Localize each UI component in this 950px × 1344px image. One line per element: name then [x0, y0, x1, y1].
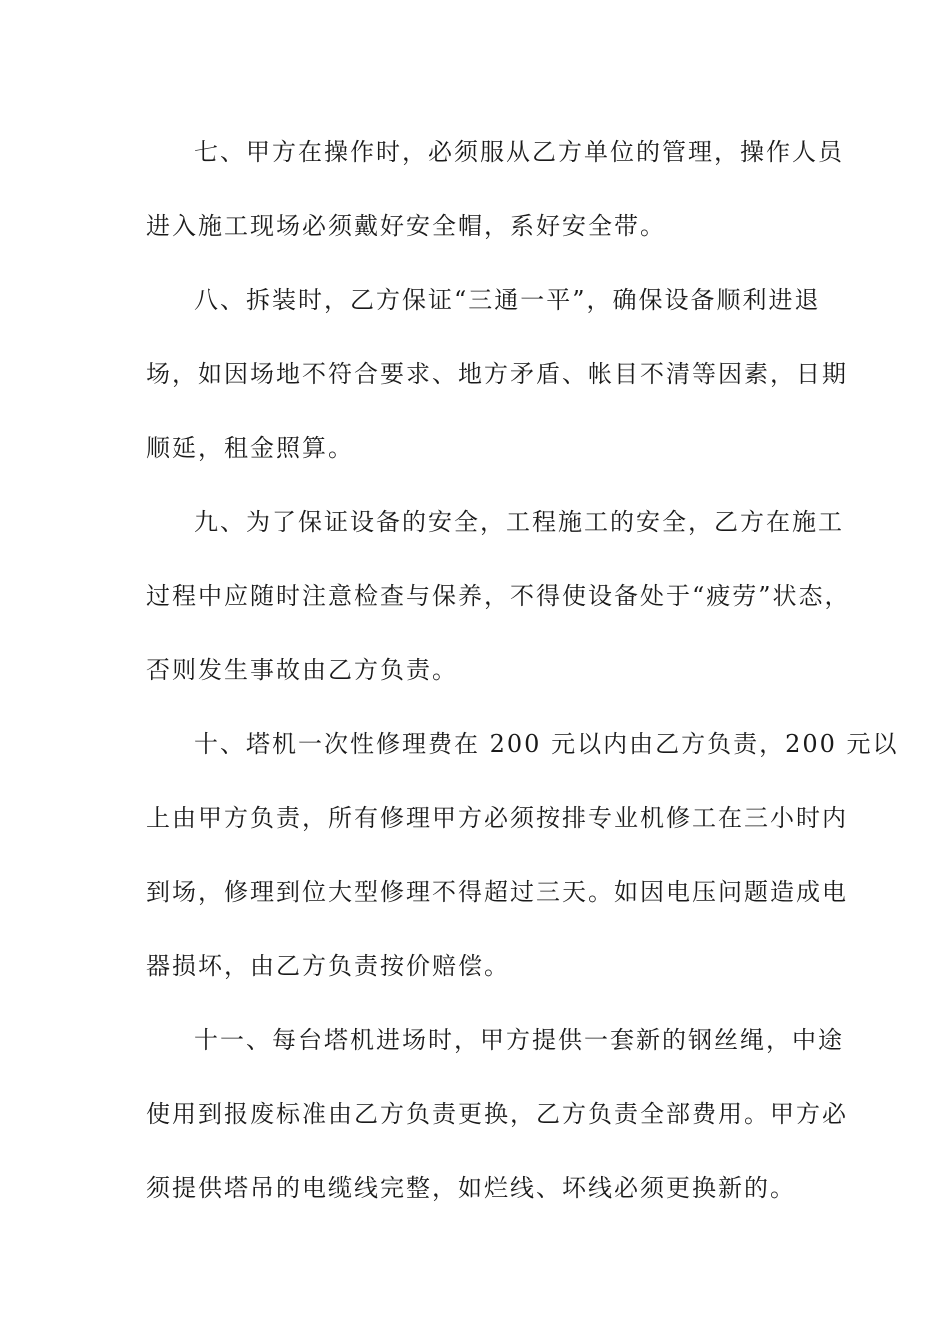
clause-7-line-2: 进入施工现场必须戴好安全帽，系好安全带。 [146, 212, 666, 240]
clause-11-line-3: 须提供塔吊的电缆线完整，如烂线、坏线必须更换新的。 [146, 1174, 796, 1202]
clause-7-line-1: 七、甲方在操作时，必须服从乙方单位的管理，操作人员 [194, 138, 844, 166]
clause-10-line-4: 器损坏，由乙方负责按价赔偿。 [146, 952, 510, 980]
clause-11-line-1: 十一、每台塔机进场时，甲方提供一套新的钢丝绳，中途 [194, 1026, 844, 1054]
clause-9-line-3: 否则发生事故由乙方负责。 [146, 656, 458, 684]
clause-8-line-3: 顺延，租金照算。 [146, 434, 354, 462]
clause-8-line-1: 八、拆装时，乙方保证“三通一平”，确保设备顺利进退 [194, 286, 821, 314]
clause-10-line-3: 到场，修理到位大型修理不得超过三天。如因电压问题造成电 [146, 878, 848, 906]
clause-11-line-2: 使用到报废标准由乙方负责更换，乙方负责全部费用。甲方必 [146, 1100, 848, 1128]
clause-10-line-2: 上由甲方负责，所有修理甲方必须按排专业机修工在三小时内 [146, 804, 848, 832]
clause-9-line-2: 过程中应随时注意检查与保养，不得使设备处于“疲劳”状态， [146, 582, 851, 610]
clause-9-line-1: 九、为了保证设备的安全，工程施工的安全，乙方在施工 [194, 508, 844, 536]
clause-8-line-2: 场，如因场地不符合要求、地方矛盾、帐目不清等因素，日期 [146, 360, 848, 388]
clause-10-line-1: 十、塔机一次性修理费在 200 元以内由乙方负责，200 元以 [194, 730, 899, 758]
